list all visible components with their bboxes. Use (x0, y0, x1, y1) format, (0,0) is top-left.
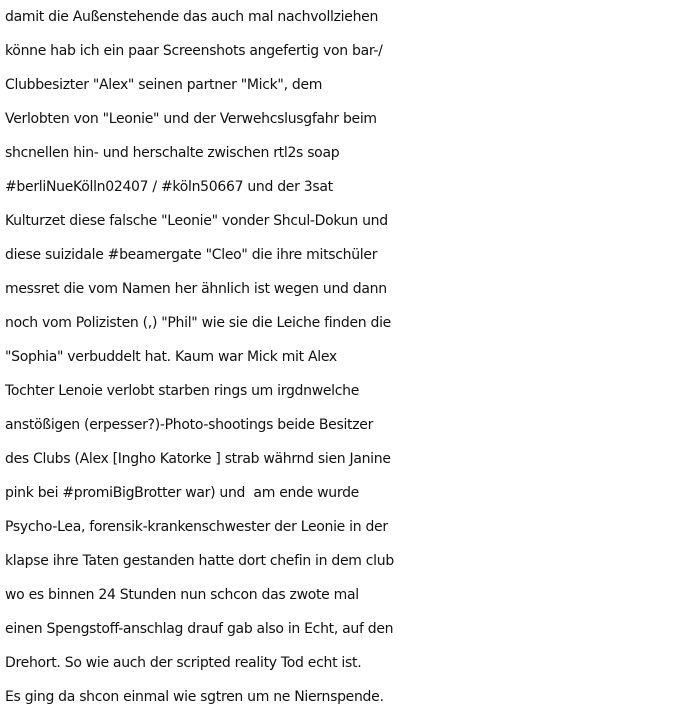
text-line: Es ging da shcon einmal wie sgtren um ne Niernspende. (5, 689, 384, 705)
text-line: anstößigen (erpesser?)-Photo-shootings beide Besitzer (5, 417, 374, 433)
text-line: wo es binnen 24 Stunden nun schcon das zwote mal (5, 587, 359, 603)
text-line: könne hab ich ein paar Screenshots angefertig von bar-/ (5, 43, 383, 59)
text-line: messret die vom Namen her ähnlich ist wegen und dann (5, 281, 387, 297)
text-line: des Clubs (Alex [Ingho Katorke ] strab währnd sien Janine (5, 451, 391, 467)
document-text-block (5, 0, 684, 714)
text-line: Kulturzet diese falsche "Leonie" vonder Shcul-Dokun und (5, 213, 388, 229)
text-line: #berliNueKölln02407 / #köln50667 und der 3sat (5, 179, 333, 195)
text-line: klapse ihre Taten gestanden hatte dort chefin in dem club (5, 553, 394, 569)
text-line: Clubbesizter "Alex" seinen partner "Mick", dem (5, 77, 323, 93)
text-line: Verlobten von "Leonie" und der Verwehcslusgfahr beim (5, 111, 377, 127)
text-line: diese suizidale #beamergate "Cleo" die ihre mitschüler (5, 247, 378, 263)
text-line: pink bei #promiBigBrotter war) und am ende wurde (5, 485, 359, 501)
text-line: Psycho-Lea, forensik-krankenschwester der Leonie in der (5, 519, 388, 535)
text-line: Tochter Lenoie verlobt starben rings um irgdnwelche (5, 383, 360, 399)
text-line: damit die Außenstehende das auch mal nachvollziehen (5, 9, 379, 25)
text-line: noch vom Polizisten (,) "Phil" wie sie die Leiche finden die (5, 315, 391, 331)
text-line: shcnellen hin- und herschalte zwischen rtl2s soap (5, 145, 340, 161)
text-line: einen Spengstoff-anschlag drauf gab also in Echt, auf den (5, 621, 394, 637)
text-line: Drehort. So wie auch der scripted reality Tod echt ist. (5, 655, 362, 671)
text-line: "Sophia" verbuddelt hat. Kaum war Mick mit Alex (5, 349, 337, 365)
